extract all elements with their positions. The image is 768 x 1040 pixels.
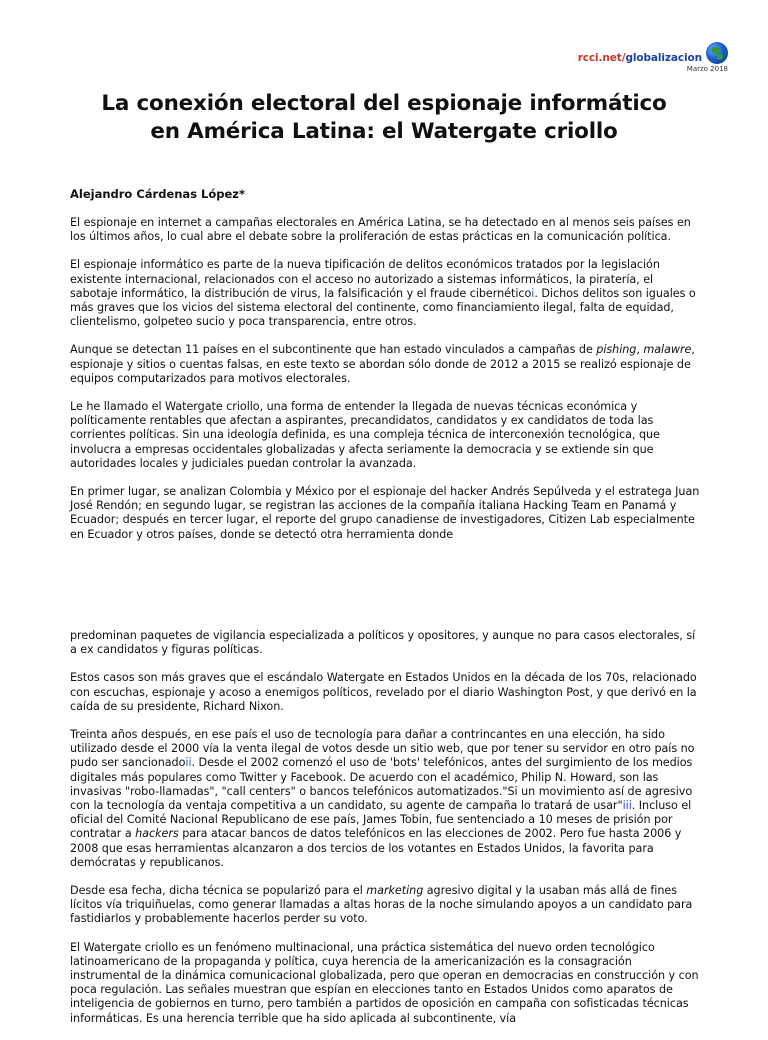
article-body-top xyxy=(70,216,700,556)
paragraph xyxy=(70,884,700,927)
brand-domain: rcci.net/ xyxy=(577,52,626,64)
footnote-link[interactable]: i xyxy=(531,286,535,300)
paragraph-text: . Incluso el oficial del Comité Nacional Republicano de ese país, James Tobin, fue sentenciado a 10 meses de prisión por contratar a xyxy=(70,799,692,841)
paragraph-text: . Dichos delitos son iguales o más graves que los vicios del sistema electoral del continente, como financiamiento ilegal, falta de equidad, clientelismo, golpeteo sucio y poca transparencia, entre otros. xyxy=(70,286,696,329)
title-line-1: La conexión electoral del espionaje informático xyxy=(101,91,667,116)
footnote-link[interactable]: ii xyxy=(185,756,192,770)
paragraph-text: para atacar bancos de datos telefónicos en las elecciones de 2002. Pero fue hasta 2006 y 2008 que esas herramientas alcanzaron a dos tercios de los votantes en Estados Unidos, la favorita para demócratas y republicanos. xyxy=(70,827,682,869)
paragraph-text: Treinta años después, en ese país el uso de tecnología para dañar a contrincantes en una elección, ha sido utilizado desde el 2000 vía la venta ilegal de votos desde un sitio web, que por tener su servidor en otro país no pudo ser sancionado xyxy=(70,728,695,770)
title-line-2: en América Latina: el Watergate criollo xyxy=(150,119,618,144)
paragraph: Estos casos son más graves que el escándalo Watergate en Estados Unidos en la década de los 70s, relacionado con escuchas, espionaje y acoso a enemigos políticos, revelado por el diario Washington Post, y que derivó en la caída de su presidente, Richard Nixon. xyxy=(70,671,697,713)
footnote-link[interactable]: iii xyxy=(622,799,632,813)
paragraph xyxy=(70,258,700,329)
brand-logo-text[interactable] xyxy=(578,52,702,64)
paragraph xyxy=(70,728,700,870)
paragraph-text: , espionaje y sitios o cuentas falsas, en este texto se abordan sólo donde de 2012 a 2015 se realizó espionaje de equipos computarizados para motivos electorales. xyxy=(70,343,695,385)
masthead xyxy=(528,40,728,76)
paragraph: predominan paquetes de vigilancia especializada a políticos y opositores, y aunque no para casos electorales, sí a ex candidatos y figuras políticas. xyxy=(70,629,696,657)
article-body-bottom xyxy=(70,629,700,1040)
paragraph-text: , xyxy=(636,343,644,357)
globe-icon xyxy=(706,42,728,64)
edition-date: Marzo 2018 xyxy=(686,65,728,73)
emphasis-text: marketing xyxy=(366,884,424,898)
emphasis-text: pishing xyxy=(596,343,637,357)
paragraph xyxy=(70,343,700,386)
article-title xyxy=(40,90,728,146)
paragraph: Le he llamado el Watergate criollo, una forma de entender la llegada de nuevas técnicas económica y políticamente rentables que afectan a aspirantes, precandidatos, candidatos y ex candidatos de toda las corrientes políticas. Sin una ideología definida, es una compleja técnica de interconexión tecnológica, que involucra a empresas occidentales globalizadas y afecta seriamente la democracia y se extiende sin que autoridades locales y judiciales puedan controlar la avanzada. xyxy=(70,400,660,470)
brand-section: globalizacion xyxy=(625,52,702,64)
paragraph-text: Aunque se detectan 11 países en el subcontinente que han estado vinculados a campañas de xyxy=(70,343,597,357)
paragraph-text: agresivo digital y la usaban más allá de fines lícitos vía triquiñuelas, como generar llamadas a altas horas de la noche simulando apoyos a un candidato para fastidiarlos y probablemente hacerlos perder su voto. xyxy=(70,884,693,926)
paragraph-text: Desde esa fecha, dicha técnica se popularizó para el xyxy=(70,884,367,898)
emphasis-text: malawre xyxy=(643,343,692,357)
article-author: Alejandro Cárdenas López* xyxy=(70,187,246,201)
paragraph: El Watergate criollo es un fenómeno multinacional, una práctica sistemática del nuevo orden tecnológico latinoamericano de la propaganda y política, cuya herencia de la americanización es la consagración instrumental de la dinámica comunicacional globalizada, pero que operan en democracias en construcción y con poca regulación. Las señales muestran que espían en elecciones tanto en Estados Unidos como aparatos de inteligencia de gobiernos en turno, pero también a partidos de oposición en campaña con sofisticadas técnicas informáticas. Es una herencia terrible que ha sido aplicada al subcontinente, vía xyxy=(70,940,699,1025)
emphasis-text: hackers xyxy=(135,827,179,841)
paragraph-text: . Desde el 2002 comenzó el uso de 'bots' telefónicos, antes del surgimiento de los medios digitales más populares como Twitter y Facebook. De acuerdo con el académico, Philip N. Howard, son las invasivas "robo-llamadas", "call centers" o bancos telefónicos automatizados."Si un movimiento así de agresivo con la tecnología da ventaja competitiva a un candidato, su agente de campaña lo tratará de usar" xyxy=(70,756,693,813)
paragraph-text: El espionaje informático es parte de la nueva tipificación de delitos económicos tratados por la legislación existente internacional, relacionados con el acceso no autorizado a sistemas informáticos, la piratería, el sabotaje informático, la distribución de virus, la falsificación y el fraude cibernético xyxy=(70,258,660,300)
paragraph: El espionaje en internet a campañas electorales en América Latina, se ha detectado en al menos seis países en los últimos años, lo cual abre el debate sobre la proliferación de estas prácticas en la comunicación política. xyxy=(70,216,691,244)
paragraph: En primer lugar, se analizan Colombia y México por el espionaje del hacker Andrés Sepúlveda y el estratega Juan José Rendón; en segundo lugar, se registran las acciones de la compañía italiana Hacking Team en Panamá y Ecuador; después en tercer lugar, el reporte del grupo canadiense de investigadores, Citizen Lab especialmente en Ecuador y otros países, donde se detectó otra herramienta donde xyxy=(70,485,700,541)
